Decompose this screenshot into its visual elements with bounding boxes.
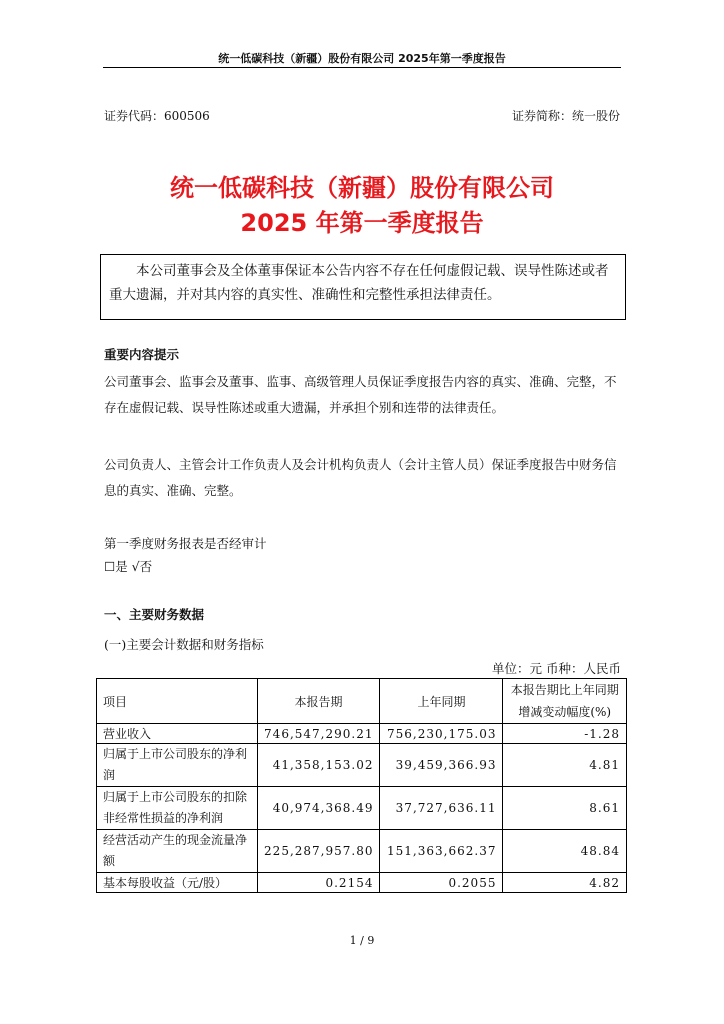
important-p1-text: 公司董事会、监事会及董事、监事、高级管理人员保证季度报告内容的真实、准确、完整，不存在虚假记载、误导性陈述或重大遗漏，并承担个别和连带的法律责任。 (104, 374, 617, 415)
audit-question: 第一季度财务报表是否经审计 (104, 536, 267, 551)
important-paragraph-2 (104, 452, 624, 504)
row-previous: 39,459,366.93 (380, 744, 503, 787)
row-previous: 756,230,175.03 (380, 724, 503, 744)
report-title: 2025 年第一季度报告 (240, 209, 484, 237)
board-notice-text: 本公司董事会及全体董事保证本公告内容不存在任何虚假记载、误导性陈述或者重大遗漏，并对其内容的真实性、准确性和完整性承担法律责任。 (109, 263, 609, 303)
row-item: 基本每股收益（元/股） (97, 873, 258, 893)
section1-heading: 一、主要财务数据 (104, 607, 205, 622)
audit-options: ☐是 √否 (104, 559, 153, 574)
board-notice-box (100, 254, 626, 320)
row-item: 经营活动产生的现金流量净额 (97, 830, 258, 873)
row-current: 40,974,368.49 (257, 787, 380, 830)
stock-code: 证券代码：600506 (104, 109, 210, 123)
table-row (97, 724, 627, 744)
row-current: 0.2154 (257, 873, 380, 893)
running-header: 统一低碳科技（新疆）股份有限公司 2025年第一季度报告 (218, 52, 506, 65)
page-number: 1 / 9 (349, 934, 375, 947)
table-row (97, 830, 627, 873)
row-change: 4.81 (503, 744, 627, 787)
row-previous: 37,727,636.11 (380, 787, 503, 830)
column-header-current: 本报告期 (257, 679, 380, 724)
row-item: 归属于上市公司股东的扣除非经常性损益的净利润 (97, 787, 258, 830)
row-change: -1.28 (503, 724, 627, 744)
column-header-change: 本报告期比上年同期增减变动幅度(%) (503, 679, 627, 724)
important-p2-text: 公司负责人、主管会计工作负责人及会计机构负责人（会计主管人员）保证季度报告中财务信息的真实、准确、完整。 (104, 457, 617, 498)
table-header-row (97, 679, 627, 724)
row-previous: 0.2055 (380, 873, 503, 893)
important-heading: 重要内容提示 (104, 347, 180, 362)
currency-unit: 单位：元 币种：人民币 (492, 661, 621, 676)
row-current: 41,358,153.02 (257, 744, 380, 787)
row-previous: 151,363,662.37 (380, 830, 503, 873)
table-row (97, 744, 627, 787)
row-item: 归属于上市公司股东的净利润 (97, 744, 258, 787)
row-change: 8.61 (503, 787, 627, 830)
section1-subheading: (一)主要会计数据和财务指标 (104, 637, 264, 652)
stock-short-name: 证券简称：统一股份 (511, 109, 620, 123)
financial-table (96, 678, 627, 893)
row-current: 746,547,290.21 (257, 724, 380, 744)
row-change: 4.82 (503, 873, 627, 893)
important-paragraph-1 (104, 369, 624, 421)
row-current: 225,287,957.80 (257, 830, 380, 873)
row-change: 48.84 (503, 830, 627, 873)
column-header-previous: 上年同期 (380, 679, 503, 724)
column-header-item: 项目 (97, 679, 258, 724)
table-row (97, 873, 627, 893)
row-item: 营业收入 (97, 724, 258, 744)
table-row (97, 787, 627, 830)
company-title: 统一低碳科技（新疆）股份有限公司 (170, 174, 554, 202)
header-rule (103, 67, 621, 68)
